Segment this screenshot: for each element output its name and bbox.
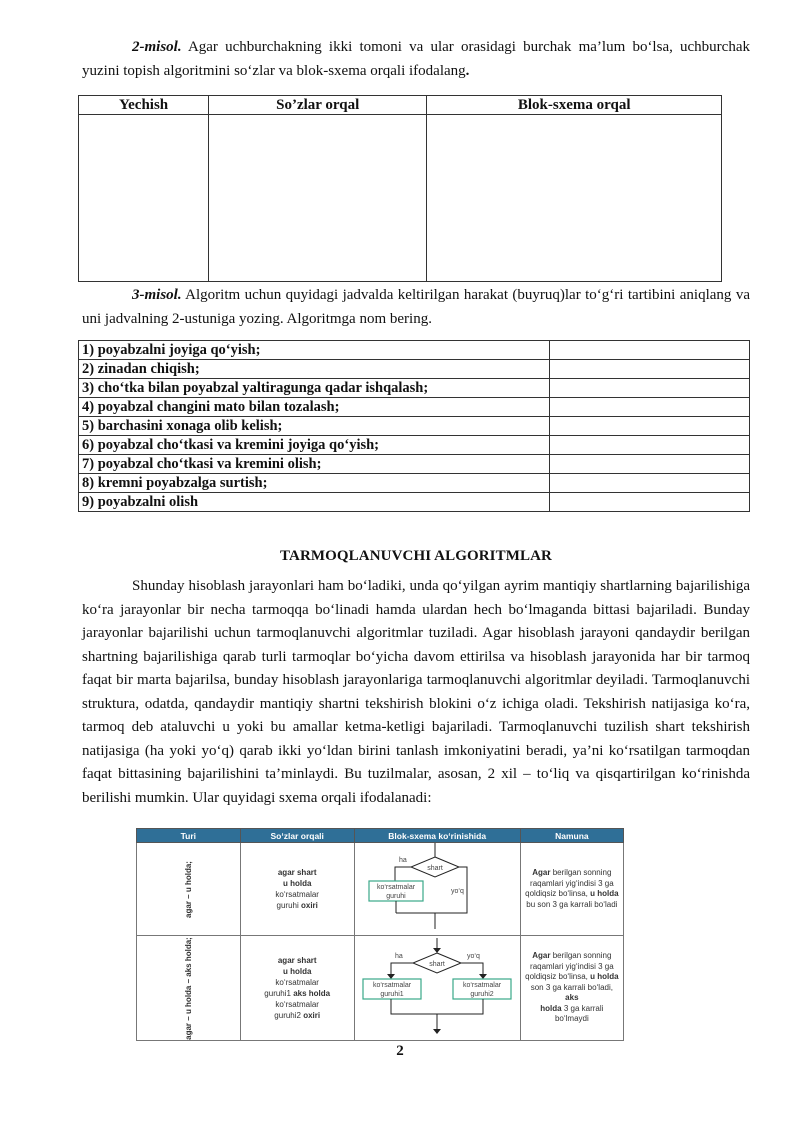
document-page	[82, 36, 750, 810]
step-text: 3) cho‘tka bilan poyabzal yaltiragunga qadar ishqalash;	[79, 379, 550, 398]
svg-text:yo‘q: yo‘q	[466, 953, 480, 960]
step-answer-cell[interactable]	[550, 436, 750, 455]
solution-table	[78, 95, 722, 282]
step-answer-cell[interactable]	[550, 341, 750, 360]
step-text: 8) kremni poyabzalga surtish;	[79, 474, 550, 493]
fig-row2-example: Agar berilgan sonning raqamlari yig‘indisi 3 ga qoldiqsiz bo‘linsa, u holda son 3 ga karrali bo‘ladi, aks holda 3 ga karrali bo‘lmaydi	[520, 936, 623, 1041]
svg-text:shart: shart	[426, 865, 443, 872]
table-row	[79, 398, 750, 417]
svg-text:ha: ha	[398, 857, 407, 864]
fig-row1-diagram	[354, 843, 520, 936]
fig-header-blok: Blok-sxema ko‘rinishida	[354, 829, 520, 843]
example-3-text: Algoritm uchun quyidagi jadvalda keltirilgan harakat (buyruq)lar to‘g‘ri tartibini aniqlang va uni jadvalning 2-ustuniga yozing. Algoritmga nom bering.	[82, 287, 750, 327]
svg-text:ha: ha	[394, 953, 403, 960]
example-3-label: 3-misol.	[132, 287, 182, 303]
body-paragraph: Shunday hisoblash jarayonlari ham bo‘ladiki, unda qo‘yilgan ayrim mantiqiy shartlarning bajarilishiga ko‘ra jarayonlar bir necha tarmoqqa bo‘linadi hamda ulardan hech bo‘lmaganda bittasi bajariladi. Bunday jarayonlar bajarilishi uchun tarmoqlanuvchi algoritmlar tuziladi. Agar hisoblash jarayoni qandaydir berilgan shartning bajarilishiga qarab turli tarmoqlar bo‘yicha davom ettirilsa va hisoblash jarayonida har bir tarmoq faqat bir marta bajarilsa, bunday hisoblash jarayonlariga tarmoqlanuvchi algoritmlar deyiladi. Tarmoqlanuvchi struktura, odatda, qandaydir mantiqiy shartni tekshirish blokini o‘z ichiga oladi. Tekshirish natijasiga ko‘ra, tarmoq deb ataluvchi u yoki bu amallar ketma-ketligi bajariladi. Tarmoqlanuvchi tuzilish shart tekshirish natijasiga (ha yoki yo‘q) qarab ikki yo‘ldan birini tanlash imkoniyatini beradi, ya’ni ko‘rsatilgan tarmoqdan faqat bittasining bajarilishini ta’minlaydi. Bu tuzilmalar, asosan, 2 xil – to‘liq va qisqartirilgan ko‘rinishda berilishi mumkin. Ular quyidagi sxema orqali ifodalanadi:	[82, 578, 750, 806]
step-answer-cell[interactable]	[550, 474, 750, 493]
svg-text:ko‘rsatmalar: ko‘rsatmalar	[462, 982, 501, 989]
fig-row1-type: agar – u holda;	[137, 843, 241, 936]
if-then-flowchart	[355, 843, 520, 933]
svg-text:yo‘q: yo‘q	[450, 888, 464, 895]
fig-row1-words: agar shart u holda ko‘rsatmalar guruhi oxiri	[240, 843, 354, 936]
header-yechish: Yechish	[79, 96, 209, 115]
example-2-text: Agar uchburchakning ikki tomoni va ular orasidagi burchak ma’lum bo‘lsa, uchburchak yuzini topish algoritmini so‘zlar va blok-sxema orqali ifodalang	[82, 39, 750, 79]
step-answer-cell[interactable]	[550, 493, 750, 512]
step-answer-cell[interactable]	[550, 360, 750, 379]
example-2-label: 2-misol.	[132, 39, 182, 55]
fig-row2-type: agar – u holda – aks holda;	[137, 936, 241, 1041]
cell-sozlar[interactable]	[209, 115, 427, 282]
fig-row2-words: agar shart u holda ko‘rsatmalar guruhi1 aks holda ko‘rsatmalar guruhi2 oxiri	[240, 936, 354, 1041]
step-answer-cell[interactable]	[550, 398, 750, 417]
steps-table	[78, 340, 750, 512]
example-2-dot: .	[465, 62, 470, 79]
svg-text:shart: shart	[428, 961, 445, 968]
table-row	[79, 455, 750, 474]
step-text: 1) poyabzalni joyiga qo‘yish;	[79, 341, 550, 360]
table-row	[79, 493, 750, 512]
table-row	[79, 341, 750, 360]
step-text: 7) poyabzal cho‘tkasi va kremini olish;	[79, 455, 550, 474]
fig-row1-example: Agar berilgan sonning raqamlari yig‘indisi 3 ga qoldiqsiz bo‘linsa, u holda bu son 3 ga karrali bo‘ladi	[520, 843, 623, 936]
example-2-paragraph	[82, 36, 750, 83]
step-answer-cell[interactable]	[550, 455, 750, 474]
fig-row2-diagram	[354, 936, 520, 1041]
branching-algorithm-figure	[136, 828, 624, 1040]
table-row	[79, 379, 750, 398]
cell-blok-sxema[interactable]	[427, 115, 722, 282]
header-sozlar: So’zlar orqal	[209, 96, 427, 115]
if-then-else-flowchart	[355, 936, 520, 1038]
svg-text:guruhi: guruhi	[385, 893, 406, 900]
fig-header-namuna: Namuna	[520, 829, 623, 843]
step-text: 4) poyabzal changini mato bilan tozalash;	[79, 398, 550, 417]
table-row	[79, 436, 750, 455]
table-row	[79, 474, 750, 493]
fig-header-turi: Turi	[137, 829, 241, 843]
svg-text:guruhi1: guruhi1	[380, 991, 404, 998]
step-answer-cell[interactable]	[550, 417, 750, 436]
page-number: 2	[396, 1043, 404, 1059]
svg-text:guruhi2: guruhi2	[470, 991, 494, 998]
fig-header-sozlar: So‘zlar orqali	[240, 829, 354, 843]
table-row	[79, 417, 750, 436]
example-3-paragraph	[82, 284, 750, 331]
step-text: 2) zinadan chiqish;	[79, 360, 550, 379]
table-row	[79, 360, 750, 379]
cell-yechish[interactable]	[79, 115, 209, 282]
step-answer-cell[interactable]	[550, 379, 750, 398]
section-title: TARMOQLANUVCHI ALGORITMLAR	[280, 548, 552, 564]
step-text: 9) poyabzalni olish	[79, 493, 550, 512]
step-text: 6) poyabzal cho‘tkasi va kremini joyiga qo‘yish;	[79, 436, 550, 455]
svg-text:ko‘rsatmalar: ko‘rsatmalar	[372, 982, 411, 989]
svg-text:ko‘rsatmalar: ko‘rsatmalar	[376, 884, 415, 891]
header-blok-sxema: Blok-sxema orqal	[427, 96, 722, 115]
step-text: 5) barchasini xonaga olib kelish;	[79, 417, 550, 436]
